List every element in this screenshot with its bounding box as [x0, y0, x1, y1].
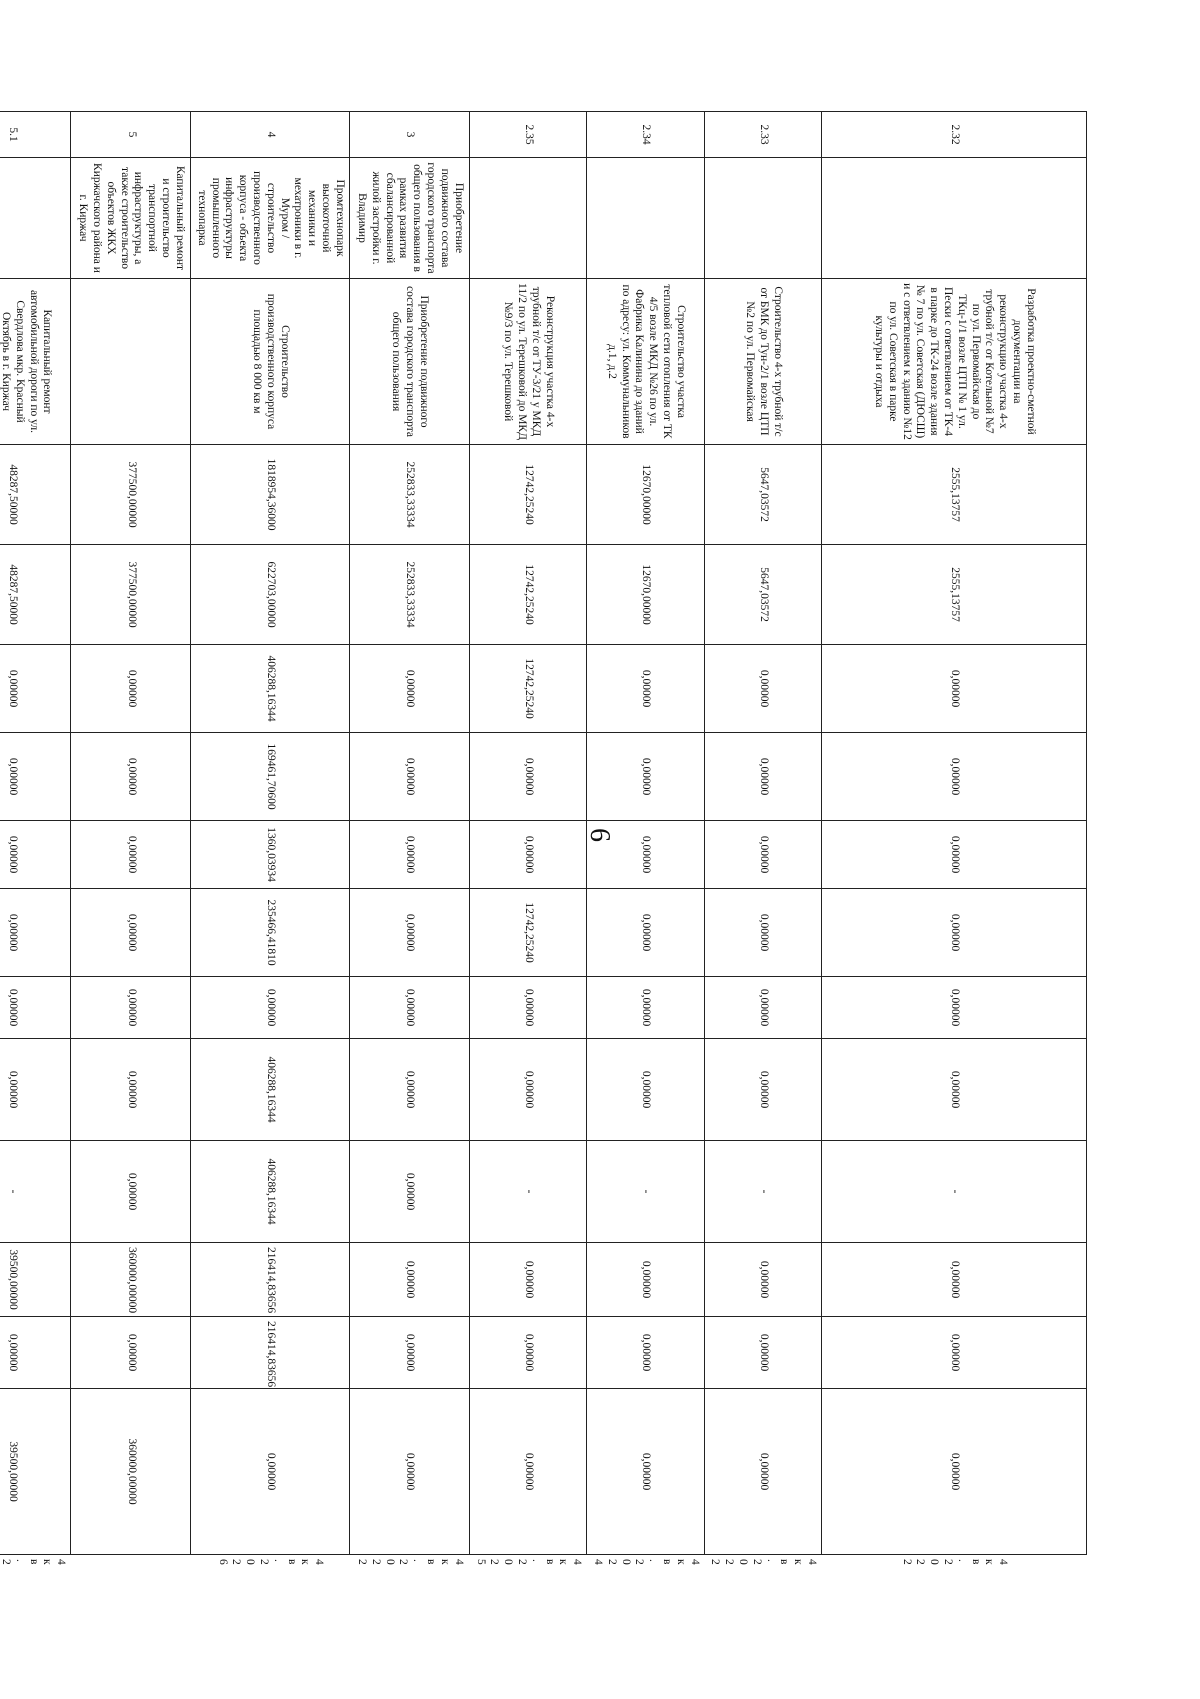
amount-cell: 0,00000	[704, 1243, 821, 1317]
row-number-cell: 4	[191, 112, 350, 158]
amount-cell: 0,00000	[0, 1317, 71, 1389]
amount-cell: 0,00000	[71, 645, 191, 733]
amount-cell: 2555,13757	[822, 445, 1087, 545]
amount-cell: 360000,00000	[71, 1389, 191, 1555]
amount-cell: 12742,25240	[469, 445, 586, 545]
amount-cell: 0,00000	[587, 1317, 704, 1389]
amount-cell: 1818954,36000	[191, 445, 350, 545]
event-description-cell: Реконструкция участка 4-х трубной т/с от ТУ-3/21 у МКД 11/2 по ул. Терешковой до МКД №9/3 по ул. Терешковой	[469, 279, 586, 445]
row-number-cell: 2.35	[469, 112, 586, 158]
amount-cell: 252833,33334	[349, 445, 469, 545]
page-number: 6	[584, 828, 615, 842]
amount-cell: 252833,33334	[349, 545, 469, 645]
amount-cell: 0,00000	[0, 733, 71, 821]
amount-cell: 0,00000	[822, 821, 1087, 889]
row-number-cell: 2.34	[587, 112, 704, 158]
event-description-cell	[71, 279, 191, 445]
amount-cell: 0,00000	[349, 733, 469, 821]
amount-cell: 12670,00000	[587, 545, 704, 645]
amount-cell: 0,00000	[71, 733, 191, 821]
amount-cell: 235466,41810	[191, 889, 350, 977]
amount-cell: 0,00000	[822, 1039, 1087, 1141]
event-description-cell: Строительство производственного корпуса площадью 8 000 кв м	[191, 279, 350, 445]
amount-cell: 0,00000	[587, 821, 704, 889]
amount-cell: 0,00000	[0, 889, 71, 977]
amount-cell: 216414,83656	[191, 1243, 350, 1317]
amount-cell: 0,00000	[469, 1243, 586, 1317]
program-name-cell	[704, 158, 821, 279]
amount-cell: 0,00000	[587, 889, 704, 977]
row-number-cell: 5.1	[0, 112, 71, 158]
amount-cell: 0,00000	[0, 645, 71, 733]
amount-cell: 0,00000	[587, 733, 704, 821]
event-description-cell: Приобретение подвижного состава городского транспорта общего пользования	[349, 279, 469, 445]
amount-cell: 216414,83656	[191, 1317, 350, 1389]
amount-cell: 0,00000	[0, 821, 71, 889]
amount-cell: 0,00000	[349, 1039, 469, 1141]
program-name-cell: Промтехнопарк высокоточной механики и мехатроники в г. Муром / строительство производственного корпуса - объекта инфраструктуры промышленного технопарка	[191, 158, 350, 279]
event-description-cell: Разработка проектно-сметной документации на реконструкцию участка 4-х трубной т/с от Котельной №7 по ул. Первомайская до ТКц-1/1 возле ЦТП № 1 ул. Пески с ответвлением от ТК-4 в парке до ТК-24 возле здания № 7 по ул. Советская (ДЮСШ) и с ответвлением к зданию №12 по ул. Советская в парке культуры и отдыха	[822, 279, 1087, 445]
amount-cell: 406288,16344	[191, 1141, 350, 1243]
event-description-cell: Капитальный ремонт автомобильной дороги по ул. Свердлова мкр. Красный Октябрь в г. Киржач	[0, 279, 71, 445]
event-description-cell: Строительство 4-х трубной т/с от БМК до Тун-2/1 возле ЦТП №2 по ул. Первомайская	[704, 279, 821, 445]
table-row: 2.34 Строительство участка тепловой сети отопления от ТК 4/5 возле МКД №26 по ул. Фабрика Калинина до зданий по адресу: ул. Коммунальников д.1, д.2 12670,00000 12670,00000 0,00000 0,00000 0,00000 0,00000 0,00000 0,00000 - 0,00000 0,00000 0,00000 4 кв. 2024	[587, 112, 704, 1555]
amount-cell: 0,00000	[704, 733, 821, 821]
amount-cell: -	[704, 1141, 821, 1243]
table-row: 3 Приобретение подвижного состава городского транспорта общего пользования в рамках развития сбалансированной жилой застройки г. Владимир Приобретение подвижного состава городского транспорта общего пользования 252833,33334 252833,33334 0,00000 0,00000 0,00000 0,00000 0,00000 0,00000 0,00000 0,00000 0,00000 0,00000 4 кв. 2022	[349, 112, 469, 1555]
amount-cell: 169461,70600	[191, 733, 350, 821]
program-name-cell: Капитальный ремонт и строительство транспортной инфраструктуры, а также строительство объектов ЖКХ Киржачского района и г. Киржач	[71, 158, 191, 279]
amount-cell: -	[0, 1141, 71, 1243]
amount-cell: 0,00000	[349, 889, 469, 977]
amount-cell: 0,00000	[704, 1317, 821, 1389]
amount-cell: -	[587, 1141, 704, 1243]
amount-cell: 39500,00000	[0, 1243, 71, 1317]
amount-cell: 0,00000	[469, 821, 586, 889]
program-name-cell	[0, 158, 71, 279]
amount-cell: 0,00000	[469, 1317, 586, 1389]
amount-cell: 0,00000	[71, 1039, 191, 1141]
financing-table	[0, 111, 1087, 1565]
amount-cell: 0,00000	[822, 889, 1087, 977]
amount-cell: 0,00000	[71, 1141, 191, 1243]
amount-cell: 39500,00000	[0, 1389, 71, 1555]
table-row: 2.33 Строительство 4-х трубной т/с от БМК до Тун-2/1 возле ЦТП №2 по ул. Первомайская 5647,03572 5647,03572 0,00000 0,00000 0,00000 0,00000 0,00000 0,00000 - 0,00000 0,00000 0,00000 4 кв. 2022	[704, 112, 821, 1555]
amount-cell: -	[469, 1141, 586, 1243]
amount-cell: 0,00000	[704, 1389, 821, 1555]
amount-cell: 0,00000	[822, 1243, 1087, 1317]
table-row	[71, 112, 191, 1555]
row-number-cell: 3	[349, 112, 469, 158]
event-description-cell: Строительство участка тепловой сети отопления от ТК 4/5 возле МКД №26 по ул. Фабрика Калинина до зданий по адресу: ул. Коммунальников д.1, д.2	[587, 279, 704, 445]
amount-cell: 48287,50000	[0, 445, 71, 545]
program-name-cell: Приобретение подвижного состава городского транспорта общего пользования в рамках развития сбалансированной жилой застройки г. Владимир	[349, 158, 469, 279]
amount-cell: 0,00000	[349, 977, 469, 1039]
amount-cell: 0,00000	[587, 1039, 704, 1141]
amount-cell: 48287,50000	[0, 545, 71, 645]
amount-cell: 12742,25240	[469, 645, 586, 733]
amount-cell: 0,00000	[822, 733, 1087, 821]
amount-cell: 0,00000	[349, 821, 469, 889]
amount-cell: 0,00000	[704, 645, 821, 733]
amount-cell: 406288,16344	[191, 1039, 350, 1141]
amount-cell: 0,00000	[349, 1317, 469, 1389]
amount-cell: 0,00000	[469, 1039, 586, 1141]
amount-cell: 0,00000	[349, 1141, 469, 1243]
amount-cell: -	[822, 1141, 1087, 1243]
amount-cell: 0,00000	[349, 1389, 469, 1555]
amount-cell: 0,00000	[191, 1389, 350, 1555]
amount-cell: 2555,13757	[822, 545, 1087, 645]
table-row: 5.1 Капитальный ремонт автомобильной дороги по ул. Свердлова мкр. Красный Октябрь в г. Киржач 48287,50000 48287,50000 0,00000 0,00000 0,00000 0,00000 0,00000 0,00000 - 39500,00000 0,00000 39500,00000 4 кв. 2	[0, 112, 71, 1555]
amount-cell: 0,00000	[822, 645, 1087, 733]
amount-cell: 12670,00000	[587, 445, 704, 545]
amount-cell: 406288,16344	[191, 645, 350, 733]
amount-cell: 0,00000	[191, 977, 350, 1039]
amount-cell: 0,00000	[0, 1039, 71, 1141]
program-name-cell	[822, 158, 1087, 279]
amount-cell: 0,00000	[469, 977, 586, 1039]
amount-cell: 377500,00000	[71, 545, 191, 645]
amount-cell: 0,00000	[349, 1243, 469, 1317]
amount-cell: 0,00000	[822, 1317, 1087, 1389]
table-row: 4 Промтехнопарк высокоточной механики и мехатроники в г. Муром / строительство производственного корпуса - объекта инфраструктуры промышленного технопарка Строительство производственного корпуса площадью 8 000 кв м 1818954,36000 622703,00000 406288,16344 169461,70600 1360,03934 235466,41810 0,00000 406288,16344 406288,16344 216414,83656 216414,83656 0,00000 4 кв. 2026	[191, 112, 350, 1555]
amount-cell: 0,00000	[822, 977, 1087, 1039]
program-name-cell	[469, 158, 586, 279]
amount-cell: 622703,00000	[191, 545, 350, 645]
amount-cell: 0,00000	[469, 1389, 586, 1555]
amount-cell: 0,00000	[349, 645, 469, 733]
row-number-cell: 5	[71, 112, 191, 158]
amount-cell: 0,00000	[469, 733, 586, 821]
row-number-cell: 2.32	[822, 112, 1087, 158]
amount-cell: 360000,00000	[71, 1243, 191, 1317]
amount-cell: 0,00000	[704, 977, 821, 1039]
amount-cell: 0,00000	[587, 1389, 704, 1555]
amount-cell: 0,00000	[71, 889, 191, 977]
amount-cell: 0,00000	[587, 645, 704, 733]
amount-cell: 0,00000	[71, 821, 191, 889]
amount-cell: 0,00000	[587, 1243, 704, 1317]
amount-cell: 0,00000	[587, 977, 704, 1039]
amount-cell: 12742,25240	[469, 545, 586, 645]
amount-cell: 377500,00000	[71, 445, 191, 545]
amount-cell: 1360,03934	[191, 821, 350, 889]
table-row: 2.32 Разработка проектно-сметной документации на реконструкцию участка 4-х трубной т/с от Котельной №7 по ул. Первомайская до ТКц-1/1 возле ЦТП № 1 ул. Пески с ответвлением от ТК-4 в парке до ТК-24 возле здания № 7 по ул. Советская (ДЮСШ) и с ответвлением к зданию №12 по ул. Советская в парке культуры и отдыха 2555,13757 2555,13757 0,00000 0,00000 0,00000 0,00000 0,00000 0,00000 - 0,00000 0,00000 0,00000 4 кв. 2022	[822, 112, 1087, 1555]
amount-cell: 0,00000	[704, 1039, 821, 1141]
program-name-cell	[587, 158, 704, 279]
row-number-cell: 2.33	[704, 112, 821, 158]
amount-cell: 0,00000	[71, 977, 191, 1039]
amount-cell: 0,00000	[704, 821, 821, 889]
table-row: 2.35 Реконструкция участка 4-х трубной т/с от ТУ-3/21 у МКД 11/2 по ул. Терешковой до МКД №9/3 по ул. Терешковой 12742,25240 12742,25240 12742,25240 0,00000 0,00000 12742,25240 0,00000 0,00000 - 0,00000 0,00000 0,00000 4 кв. 2025	[469, 112, 586, 1555]
amount-cell: 5647,03572	[704, 445, 821, 545]
amount-cell: 0,00000	[704, 889, 821, 977]
amount-cell: 0,00000	[71, 1317, 191, 1389]
amount-cell: 0,00000	[822, 1389, 1087, 1555]
amount-cell: 12742,25240	[469, 889, 586, 977]
rotated-table-wrapper	[0, 111, 1087, 1565]
amount-cell: 0,00000	[0, 977, 71, 1039]
amount-cell: 5647,03572	[704, 545, 821, 645]
